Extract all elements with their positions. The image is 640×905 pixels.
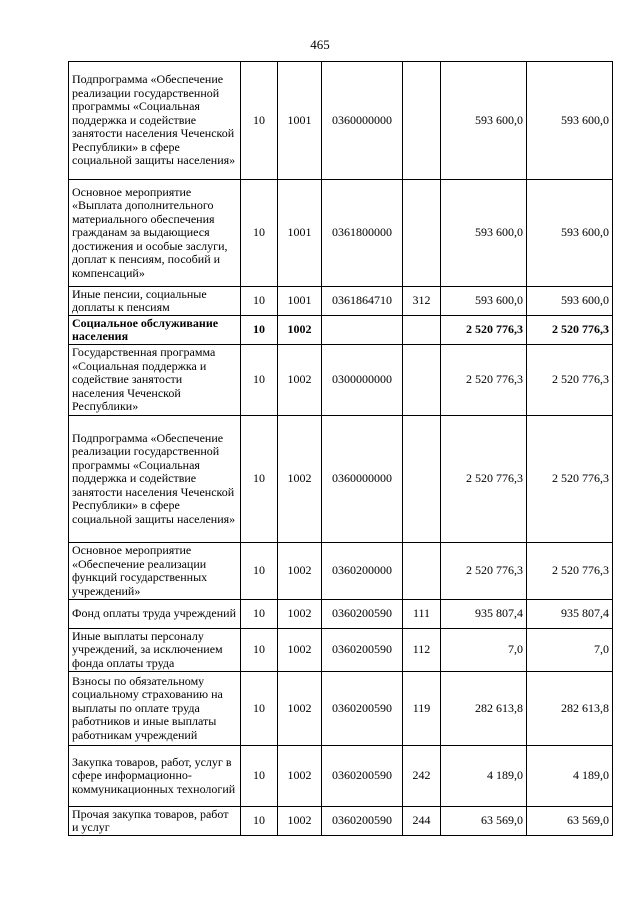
- expense-type-cell: 119: [403, 672, 441, 746]
- amount-year2-cell: 7,0: [527, 629, 613, 672]
- section-code-cell: 10: [241, 416, 278, 543]
- expense-type-cell: [403, 543, 441, 600]
- table-row: [69, 416, 613, 543]
- subsection-code-cell: 1002: [278, 672, 322, 746]
- table-row: [69, 600, 613, 629]
- subsection-code-cell: 1002: [278, 345, 322, 416]
- amount-year1-cell: 935 807,4: [441, 600, 527, 629]
- amount-year2-cell: 593 600,0: [527, 287, 613, 316]
- expense-type-cell: [403, 62, 441, 180]
- amount-year1-cell: 2 520 776,3: [441, 543, 527, 600]
- expense-type-cell: [403, 316, 441, 345]
- target-article-cell: 0360200590: [322, 672, 403, 746]
- target-article-cell: 0360200590: [322, 600, 403, 629]
- expense-type-cell: 312: [403, 287, 441, 316]
- amount-year1-cell: 63 569,0: [441, 807, 527, 836]
- amount-year2-cell: 4 189,0: [527, 746, 613, 807]
- row-name-cell: Фонд оплаты труда учреждений: [69, 600, 241, 629]
- section-code-cell: 10: [241, 62, 278, 180]
- section-code-cell: 10: [241, 316, 278, 345]
- subsection-code-cell: 1002: [278, 543, 322, 600]
- amount-year1-cell: 593 600,0: [441, 62, 527, 180]
- subsection-code-cell: 1002: [278, 746, 322, 807]
- table-row: [69, 543, 613, 600]
- subsection-code-cell: 1002: [278, 600, 322, 629]
- amount-year2-cell: 593 600,0: [527, 62, 613, 180]
- table-row: [69, 345, 613, 416]
- page-number: 465: [310, 37, 330, 52]
- section-code-cell: 10: [241, 672, 278, 746]
- table-row: [69, 62, 613, 180]
- expense-type-cell: 112: [403, 629, 441, 672]
- subsection-code-cell: 1002: [278, 629, 322, 672]
- target-article-cell: 0360200590: [322, 807, 403, 836]
- section-code-cell: 10: [241, 287, 278, 316]
- table-row: [69, 287, 613, 316]
- expense-type-cell: 244: [403, 807, 441, 836]
- row-name-cell: Подпрограмма «Обеспечение реализации государственной программы «Социальная поддержка и содействие занятости населения Чеченской Республики» в сфере социальной защиты населения»: [69, 416, 241, 543]
- amount-year1-cell: 2 520 776,3: [441, 316, 527, 345]
- amount-year2-cell: 2 520 776,3: [527, 543, 613, 600]
- amount-year1-cell: 2 520 776,3: [441, 345, 527, 416]
- budget-table: [68, 61, 613, 836]
- row-name-cell: Социальное обслуживание населения: [69, 316, 241, 345]
- table-row: [69, 316, 613, 345]
- table-row: [69, 807, 613, 836]
- expense-type-cell: 242: [403, 746, 441, 807]
- expense-type-cell: [403, 416, 441, 543]
- table-row: [69, 180, 613, 287]
- section-code-cell: 10: [241, 746, 278, 807]
- target-article-cell: 0360200590: [322, 746, 403, 807]
- row-name-cell: Основное мероприятие «Выплата дополнительного материального обеспечения гражданам за выдающиеся достижения и особые заслуги, доплат к пенсиям, пособий и компенсаций»: [69, 180, 241, 287]
- section-code-cell: 10: [241, 600, 278, 629]
- target-article-cell: 0300000000: [322, 345, 403, 416]
- amount-year2-cell: 63 569,0: [527, 807, 613, 836]
- subsection-code-cell: 1001: [278, 287, 322, 316]
- section-code-cell: 10: [241, 807, 278, 836]
- amount-year1-cell: 7,0: [441, 629, 527, 672]
- row-name-cell: Взносы по обязательному социальному страхованию на выплаты по оплате труда работников и иные выплаты работникам учреждений: [69, 672, 241, 746]
- row-name-cell: Государственная программа «Социальная поддержка и содействие занятости населения Чеченской Республики»: [69, 345, 241, 416]
- amount-year1-cell: 2 520 776,3: [441, 416, 527, 543]
- table-row: [69, 746, 613, 807]
- section-code-cell: 10: [241, 543, 278, 600]
- subsection-code-cell: 1002: [278, 416, 322, 543]
- amount-year2-cell: 2 520 776,3: [527, 345, 613, 416]
- amount-year2-cell: 2 520 776,3: [527, 316, 613, 345]
- amount-year1-cell: 4 189,0: [441, 746, 527, 807]
- expense-type-cell: 111: [403, 600, 441, 629]
- amount-year1-cell: 282 613,8: [441, 672, 527, 746]
- row-name-cell: Иные пенсии, социальные доплаты к пенсиям: [69, 287, 241, 316]
- section-code-cell: 10: [241, 629, 278, 672]
- subsection-code-cell: 1002: [278, 316, 322, 345]
- section-code-cell: 10: [241, 180, 278, 287]
- amount-year1-cell: 593 600,0: [441, 180, 527, 287]
- amount-year2-cell: 593 600,0: [527, 180, 613, 287]
- subsection-code-cell: 1002: [278, 807, 322, 836]
- subsection-code-cell: 1001: [278, 62, 322, 180]
- target-article-cell: 0360200000: [322, 543, 403, 600]
- expense-type-cell: [403, 180, 441, 287]
- table-body: [69, 62, 613, 836]
- target-article-cell: 0360200590: [322, 629, 403, 672]
- row-name-cell: Иные выплаты персоналу учреждений, за исключением фонда оплаты труда: [69, 629, 241, 672]
- table-row: [69, 672, 613, 746]
- row-name-cell: Основное мероприятие «Обеспечение реализации функций государственных учреждений»: [69, 543, 241, 600]
- target-article-cell: [322, 316, 403, 345]
- section-code-cell: 10: [241, 345, 278, 416]
- row-name-cell: Прочая закупка товаров, работ и услуг: [69, 807, 241, 836]
- row-name-cell: Подпрограмма «Обеспечение реализации государственной программы «Социальная поддержка и содействие занятости населения Чеченской Республики» в сфере социальной защиты населения»: [69, 62, 241, 180]
- target-article-cell: 0361800000: [322, 180, 403, 287]
- amount-year2-cell: 282 613,8: [527, 672, 613, 746]
- target-article-cell: 0361864710: [322, 287, 403, 316]
- subsection-code-cell: 1001: [278, 180, 322, 287]
- target-article-cell: 0360000000: [322, 62, 403, 180]
- table-row: [69, 629, 613, 672]
- expense-type-cell: [403, 345, 441, 416]
- amount-year2-cell: 935 807,4: [527, 600, 613, 629]
- amount-year2-cell: 2 520 776,3: [527, 416, 613, 543]
- target-article-cell: 0360000000: [322, 416, 403, 543]
- row-name-cell: Закупка товаров, работ, услуг в сфере информационно-коммуникационных технологий: [69, 746, 241, 807]
- amount-year1-cell: 593 600,0: [441, 287, 527, 316]
